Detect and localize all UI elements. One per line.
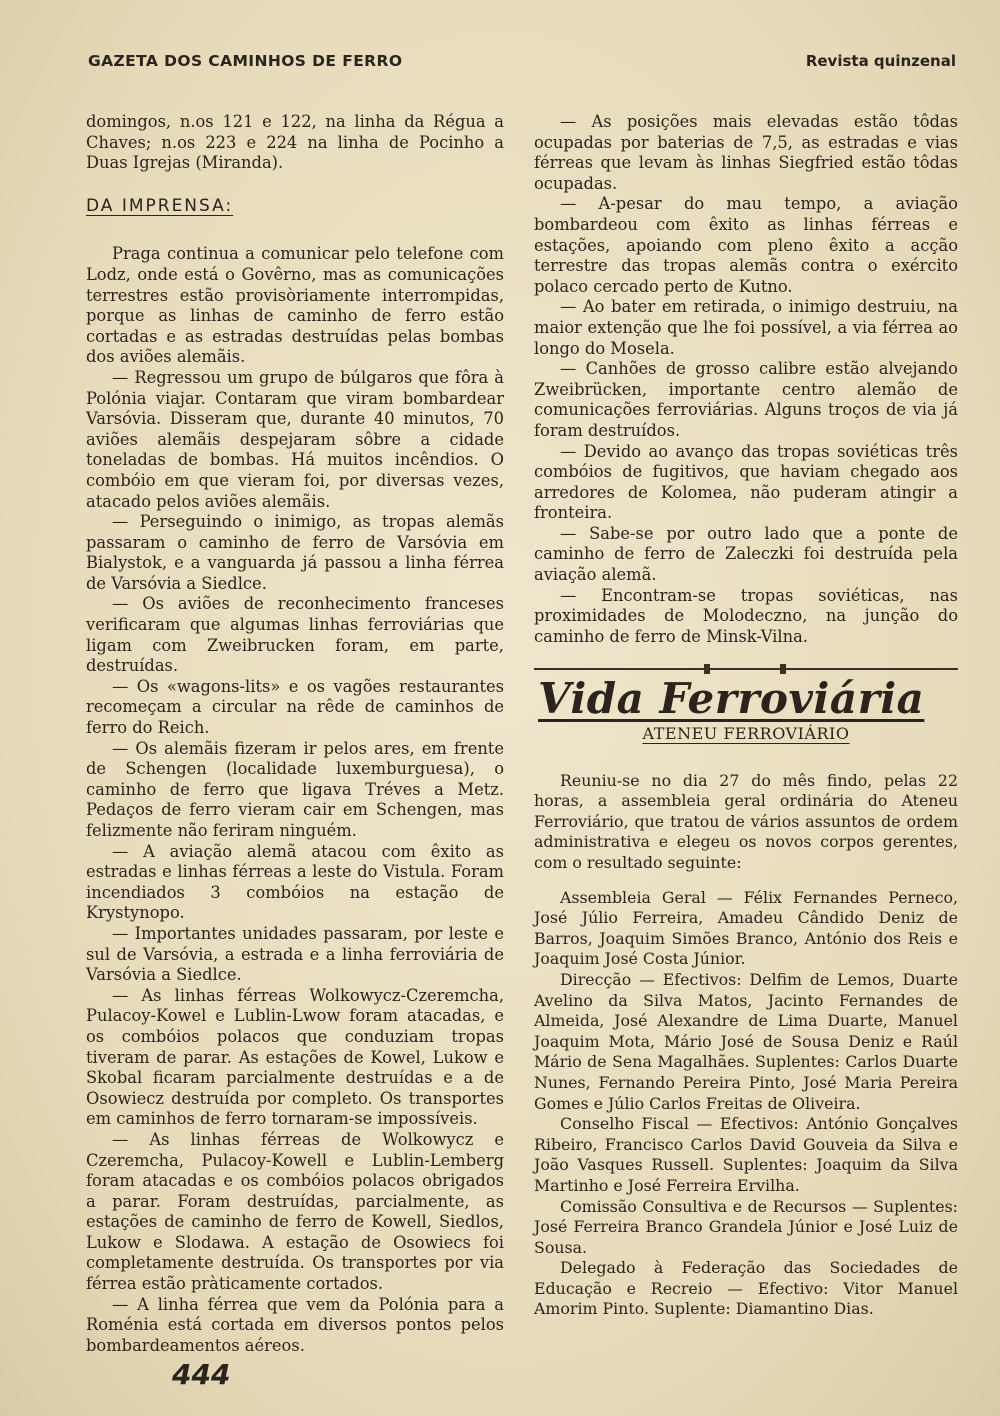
news-paragraph: — Sabe-se por outro lado que a ponte de caminho de ferro de Zaleczki foi destruída pela aviação alemã.: [534, 523, 958, 585]
governing-body: Delegado à Federação das Sociedades de Educação e Recreio — Efectivo: Vitor Manuel Amorim Pinto. Suplente: Diamantino Dias.: [534, 1258, 958, 1319]
subsection-title-ateneu: ATENEU FERROVIÁRIO: [642, 724, 850, 744]
news-paragraph: — Os alemãis fizeram ir pelos ares, em frente de Schengen (localidade luxemburguesa), o caminho de ferro que ligava Tréves a Metz. Pedaços de ferro vieram cair em Schengen, mas felizmente não feriram ninguém.: [86, 738, 504, 840]
page-header: [88, 52, 956, 76]
left-column: [86, 112, 504, 1356]
news-paragraph: — A aviação alemã atacou com êxito as estradas e linhas férreas a leste do Vistula. Foram incendiados 3 combóios na estação de Krystynopo.: [86, 841, 504, 923]
news-paragraph: — Ao bater em retirada, o inimigo destruiu, na maior extenção que lhe foi possível, a via férrea ao longo do Mosela.: [534, 297, 958, 358]
section-title-imprensa: DA IMPRENSA:: [86, 195, 234, 216]
ateneu-article: [534, 771, 958, 1320]
page-number: 444: [172, 1358, 231, 1391]
governing-body: Direcção — Efectivos: Delfim de Lemos, Duarte Avelino da Silva Matos, Jacinto Fernandes de Almeida, José Alexandre de Lima Duarte, Manuel Joaquim Mota, Mário José de Sousa Deniz e Raúl Mário de Sena Magalhães. Suplentes: Carlos Duarte Nunes, Fernando Pereira Pinto, José Maria Pereira Gomes e Júlio Carlos Freitas de Oliveira.: [534, 969, 958, 1113]
journal-title: GAZETA DOS CAMINHOS DE FERRO: [88, 52, 403, 70]
journal-subtitle: Revista quinzenal: [805, 52, 956, 70]
news-paragraph: — As linhas férreas de Wolkowycz e Czeremcha, Pulacoy-Kowell e Lublin-Lemberg foram atacadas e os combóios polacos obrigados a parar. Foram destruídas, parcialmente, as estações de caminho de ferro de Kowell, Siedlos, Lukow e Slodawa. A estação de Osowiecs foi completamente destruída. Os transportes por via férrea estão pràticamente cortados.: [86, 1129, 504, 1294]
governing-body: Assembleia Geral — Félix Fernandes Perneco, José Júlio Ferreira, Amadeu Cândido Deniz de Barros, Joaquim Simões Branco, António dos Reis e Joaquim José Costa Júnior.: [534, 887, 958, 969]
news-paragraph: — As posições mais elevadas estão tôdas ocupadas por baterias de 7,5, as estradas e vias férreas que levam às linhas Siegfried estão tôdas ocupadas.: [534, 112, 958, 193]
news-paragraph: — A-pesar do mau tempo, a aviação bombardeou com êxito as linhas férreas e estações, apoiando com pleno êxito a acção terrestre das tropas alemãs contra o exército polaco cercado perto de Kutno.: [534, 194, 958, 296]
news-paragraph: — Os aviões de reconhecimento franceses verificaram que algumas linhas ferroviárias que ligam com Zweibrucken foram, em parte, destruídas.: [86, 594, 504, 676]
section-title-vida-ferroviaria: Vida Ferroviária: [538, 674, 925, 724]
news-paragraph: — Regressou um grupo de búlgaros que fôra à Polónia viajar. Contaram que viram bombardear Varsóvia. Disseram que, durante 40 minutos, 70 aviões alemãis despejaram sôbre a cidade toneladas de bombas. Há muitos incêndios. O combóio em que vieram foi, por diversas vezes, atacado pelos aviões alemãis.: [86, 367, 504, 511]
right-column: [534, 112, 958, 1320]
governing-body: Conselho Fiscal — Efectivos: António Gonçalves Ribeiro, Francisco Carlos David Gouveia da Silva e João Vasques Russell. Suplentes: Joaquim da Silva Martinho e José Ferreira Ervilha.: [534, 1114, 958, 1195]
news-paragraph: — A linha férrea que vem da Polónia para a Roménia está cortada em diversos pontos pelos bombardeamentos aéreos.: [86, 1294, 504, 1355]
ateneu-intro: Reuniu-se no dia 27 do mês findo, pelas 22 horas, a assembleia geral ordinária do Ateneu Ferroviário, que tratou de vários assuntos de ordem administrativa e elegeu os novos corpos gerentes, com o resultado seguinte:: [534, 770, 958, 872]
section-divider: [534, 663, 958, 675]
news-paragraph: — Devido ao avanço das tropas soviéticas três combóios de fugitivos, que haviam chegado aos arredores de Kolomea, não puderam atingir a fronteira.: [534, 441, 958, 523]
news-paragraph: — Os «wagons-lits» e os vagões restaurantes recomeçam a circular na rêde de caminhos de ferro do Reich.: [86, 676, 504, 738]
news-paragraph: — Perseguindo o inimigo, as tropas alemãs passaram o caminho de ferro de Varsóvia em Bialystok, e a vanguarda já passou a linha férrea de Varsóvia a Siedlce.: [86, 512, 504, 593]
news-paragraph: — Canhões de grosso calibre estão alvejando Zweibrücken, importante centro alemão de comunicações ferroviárias. Alguns troços de via já foram destruídos.: [534, 359, 958, 440]
governing-body: Comissão Consultiva e de Recursos — Suplentes: José Ferreira Branco Grandela Júnior e José Luiz de Sousa.: [534, 1196, 958, 1257]
news-paragraph: — Encontram-se tropas soviéticas, nas proximidades de Molodeczno, na junção do caminho de ferro de Minsk-Vilna.: [534, 585, 958, 646]
news-paragraph: — As linhas férreas Wolkowycz-Czeremcha, Pulacoy-Kowel e Lublin-Lwow foram atacadas, e os combóios polacos que conduziam tropas tiveram de parar. As estações de Kowel, Lukow e Skobal ficaram parcialmente destruídas e a de Osowiecz destruída por completo. Os transportes em caminhos de ferro tornaram-se impossíveis.: [86, 985, 504, 1129]
news-paragraph: — Importantes unidades passaram, por leste e sul de Varsóvia, a estrada e a linha ferroviária de Varsóvia a Siedlce.: [86, 923, 504, 985]
news-paragraph: Praga continua a comunicar pelo telefone com Lodz, onde está o Govêrno, mas as comunicações terrestres estão provisòriamente interrompidas, porque as linhas de caminho de ferro estão cortadas e as estradas destruídas pelas bombas dos aviões alemãis.: [86, 244, 504, 367]
intro-paragraph: domingos, n.os 121 e 122, na linha da Régua a Chaves; n.os 223 e 224 na linha de Pocinho a Duas Igrejas (Miranda).: [86, 112, 504, 173]
